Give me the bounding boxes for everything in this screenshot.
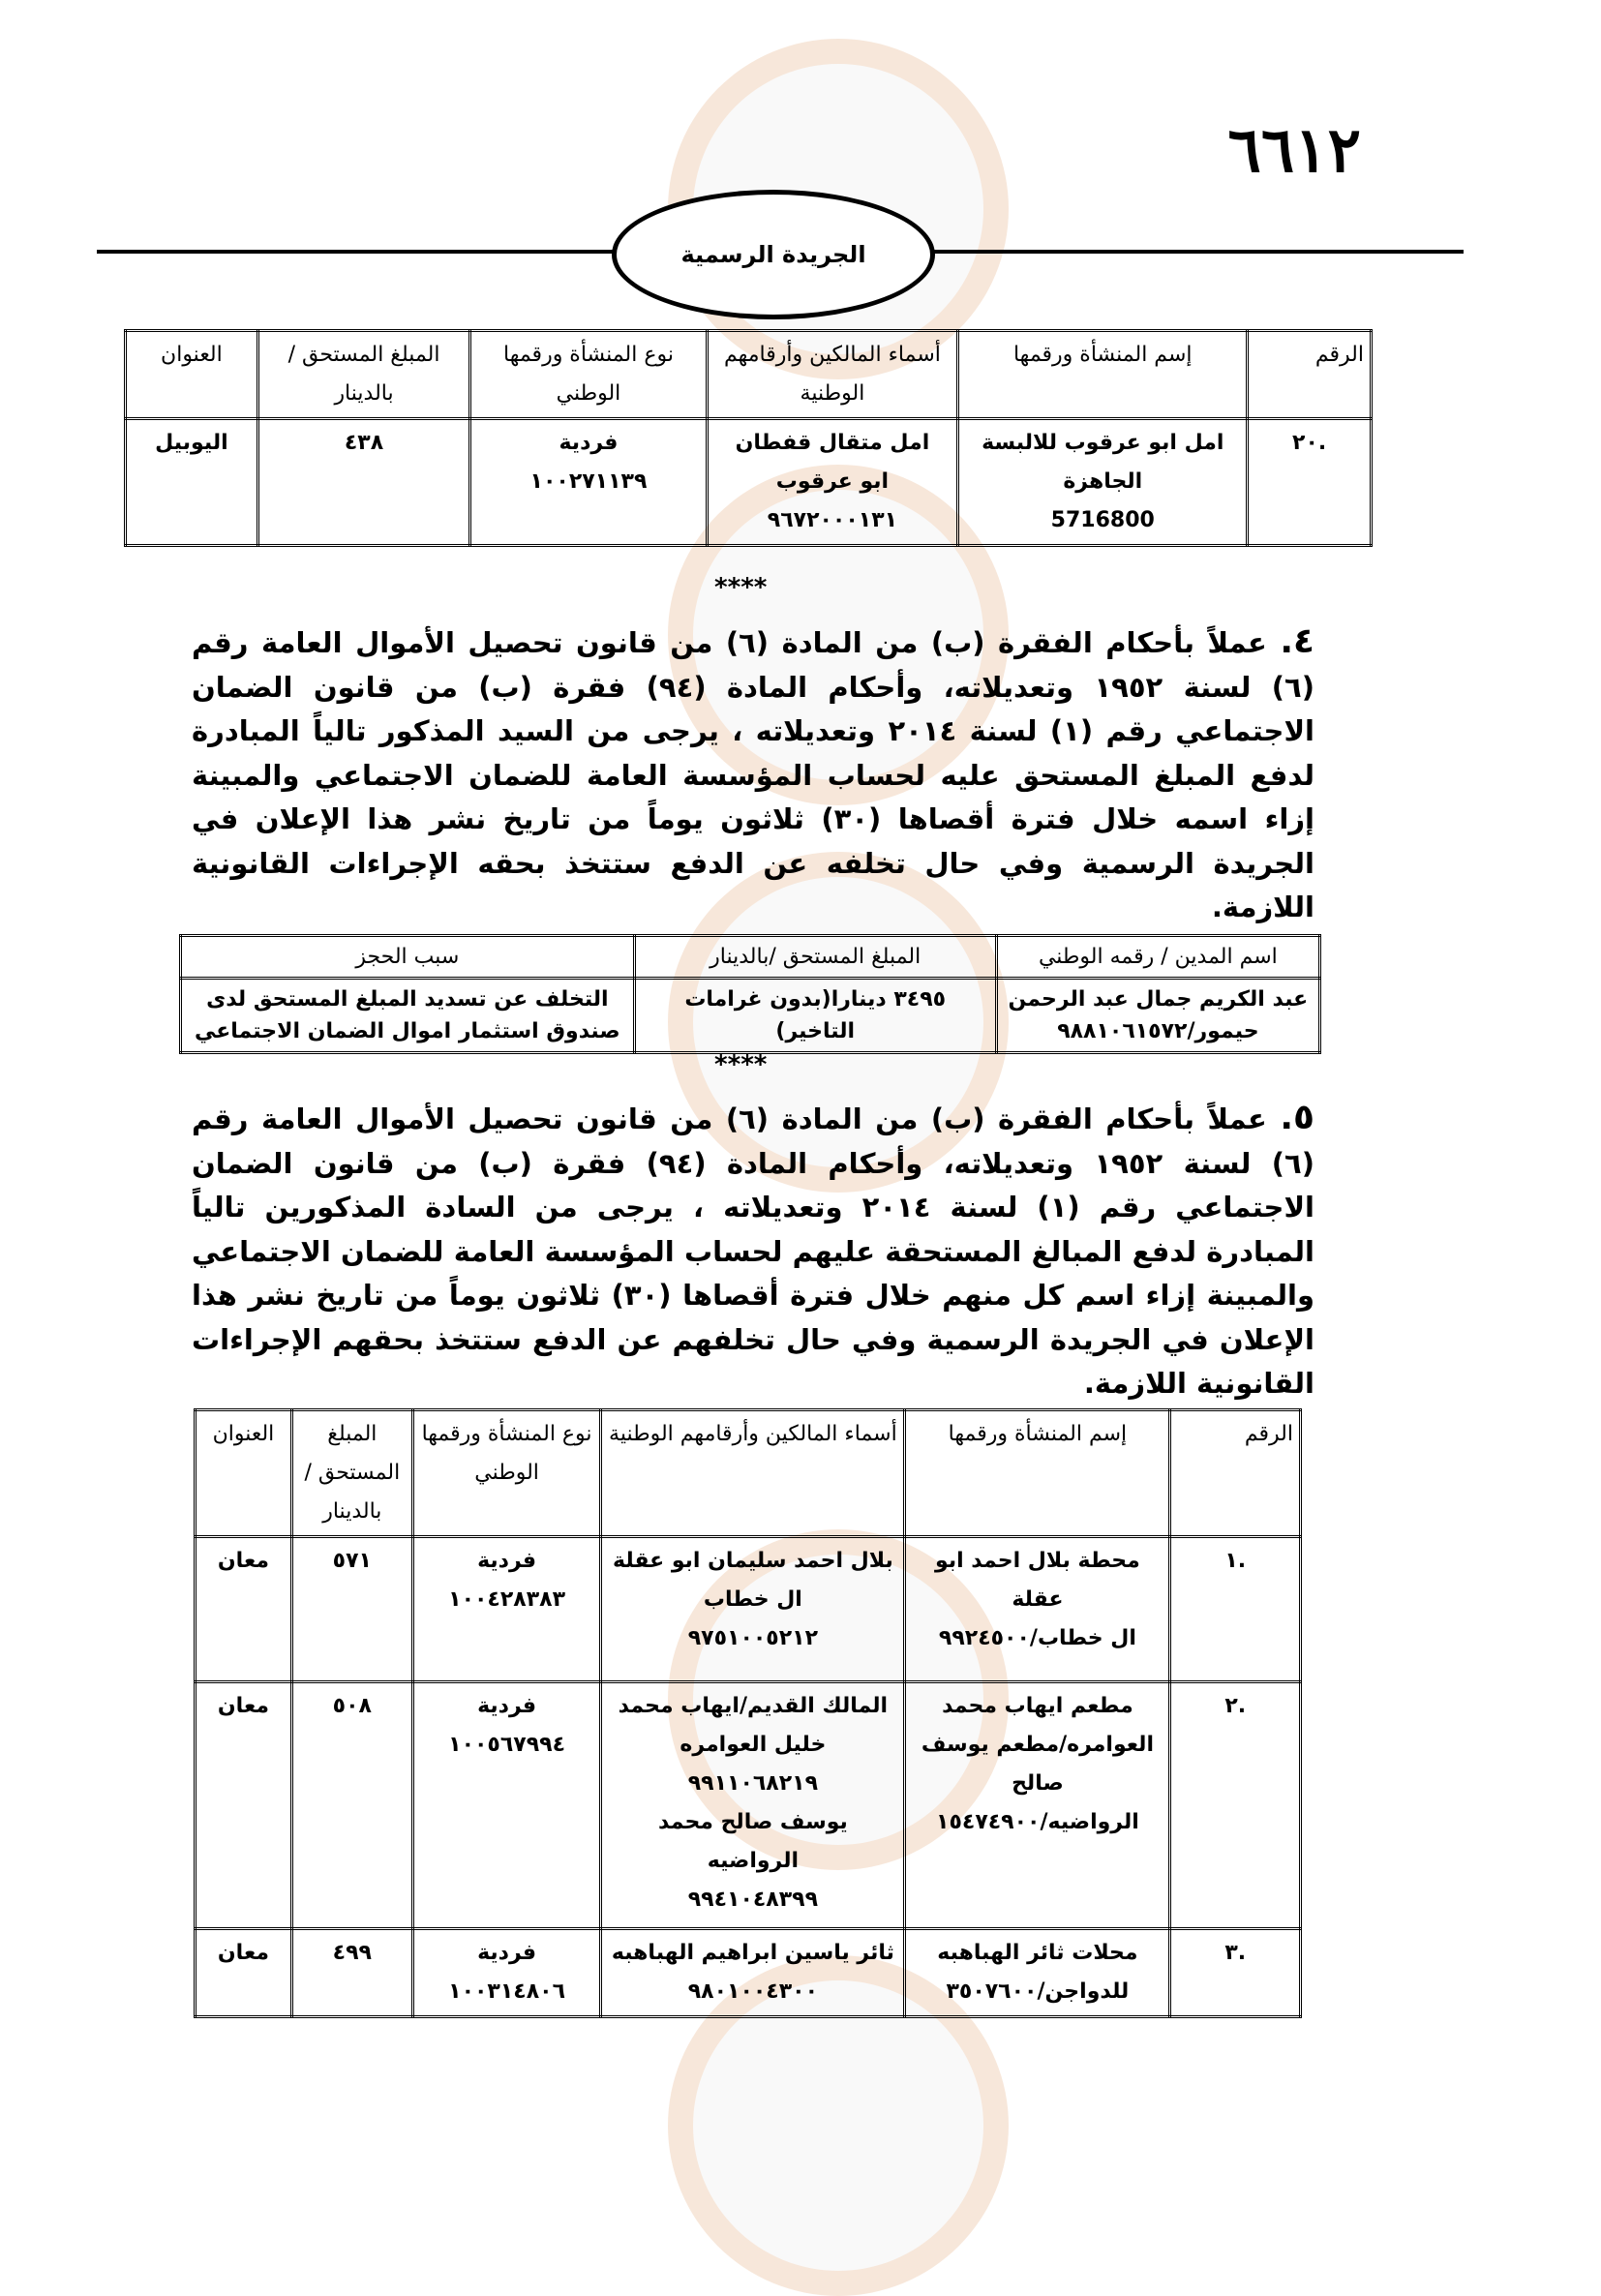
cell-number: .٢٠: [1248, 419, 1372, 546]
cell-reason: التخلف عن تسديد المبلغ المستحق لدى صندوق استثمار اموال الضمان الاجتماعي: [181, 979, 635, 1053]
header-title-oval: [612, 190, 935, 319]
cell-type: فردية ١٠٠٥٦٧٩٩٤: [412, 1682, 601, 1929]
table-header-row: [181, 936, 1320, 979]
section-text: عملاً بأحكام الفقرة (ب) من المادة (٦) من قانون تحصيل الأموال العامة رقم (٦) لسنة ١٩٥٢ وتعديلاته، وأحكام المادة (٩٤) فقرة (ب) من قانون الضمان الاجتماعي رقم (١) لسنة ٢٠١٤ وتعديلاته ، يرجى من السادة المذكورين تالياً المبادرة لدفع المبالغ المستحقة عليهم لحساب المؤسسة العامة للضمان الاجتماعي والمبينة إزاء اسم كل منهم خلال فترة أقصاها (٣٠) ثلاثون يوماً من تاريخ نشر هذا الإعلان في الجريدة الرسمية وفي حال تخلفهم عن الدفع ستتخذ بحقهم الإجراءات القانونية اللازمة.: [192, 1103, 1315, 1400]
cell-address: اليوبيل: [126, 419, 258, 546]
cell-facility: مطعم ايهاب محمد العوامره/مطعم يوسف صالح الرواضيه/١٥٤٧٤٩٠٠: [905, 1682, 1170, 1929]
table-row: [126, 419, 1372, 546]
table-header-row: [196, 1410, 1301, 1537]
cell-debtor: عبد الكريم جمال عبد الرحمن حيمور/٩٨٨١٠٦١٥٧٢: [996, 979, 1319, 1053]
section-number: ٤.: [1280, 621, 1314, 661]
cell-amount: ٥٠٨: [291, 1682, 412, 1929]
table-row: [196, 1537, 1301, 1682]
header-number: الرقم: [1170, 1410, 1301, 1537]
header-facility: إسم المنشأة ورقمها: [958, 331, 1248, 419]
page-number: ٦٦١٢: [1227, 114, 1361, 187]
cell-facility: امل ابو عرقوب للالبسة الجاهزة 5716800: [958, 419, 1248, 546]
table-row: [196, 1682, 1301, 1929]
table-row: [196, 1929, 1301, 2017]
header-facility: إسم المنشأة ورقمها: [905, 1410, 1170, 1537]
cell-amount: ٤٩٩: [291, 1929, 412, 2017]
cell-number: .١: [1170, 1537, 1301, 1682]
header-type: نوع المنشأة ورقمها الوطني: [470, 331, 707, 419]
header-owners: أسماء المالكين وأرقامهم الوطنية: [601, 1410, 905, 1537]
cell-address: معان: [196, 1682, 292, 1929]
section-number: ٥.: [1280, 1098, 1314, 1137]
header-debtor: اسم المدين / رقمه الوطني: [996, 936, 1319, 979]
cell-type: فردية ١٠٠٢٧١١٣٩: [470, 419, 707, 546]
facilities-table-2: [194, 1408, 1302, 2018]
header-amount: المبلغ المستحق /بالدينار: [634, 936, 996, 979]
header-type: نوع المنشأة ورقمها الوطني: [412, 1410, 601, 1537]
cell-type: فردية ١٠٠٣١٤٨٠٦: [412, 1929, 601, 2017]
cell-facility: محطة بلال احمد ابو عقلة ال خطاب/٩٩٢٤٥٠٠: [905, 1537, 1170, 1682]
cell-number: .٣: [1170, 1929, 1301, 2017]
gazette-title: الجريدة الرسمية: [680, 241, 866, 268]
debtor-table: [179, 934, 1321, 1054]
cell-amount: ٣٤٩٥ دينارا(بدون غرامات التاخير): [634, 979, 996, 1053]
cell-type: فردية ١٠٠٤٢٨٣٨٣: [412, 1537, 601, 1682]
cell-facility: محلات ثائر الهباهبه للدواجن/٣٥٠٧٦٠٠: [905, 1929, 1170, 2017]
header-number: الرقم: [1248, 331, 1372, 419]
separator-stars: ****: [714, 1050, 768, 1079]
section-5-paragraph: [192, 1096, 1314, 1406]
header-address: العنوان: [196, 1410, 292, 1537]
cell-address: معان: [196, 1537, 292, 1682]
cell-owners: ثائر ياسين ابراهيم الهباهبه ٩٨٠١٠٠٤٣٠٠: [601, 1929, 905, 2017]
cell-number: .٢: [1170, 1682, 1301, 1929]
header-owners: أسماء المالكين وأرقامهم الوطنية: [707, 331, 957, 419]
cell-owners: المالك القديم/ايهاب محمد خليل العوامره ٩٩١١٠٦٨٢١٩ يوسف صالح محمد الرواضيه ٩٩٤١٠٤٨٣٩٩: [601, 1682, 905, 1929]
facilities-table-1: [124, 329, 1373, 547]
cell-address: معان: [196, 1929, 292, 2017]
cell-amount: ٥٧١: [291, 1537, 412, 1682]
cell-owners: بلال احمد سليمان ابو عقلة ال خطاب ٩٧٥١٠٠٥٢١٢: [601, 1537, 905, 1682]
header-reason: سبب الحجز: [181, 936, 635, 979]
header-address: العنوان: [126, 331, 258, 419]
table-row: [181, 979, 1320, 1053]
section-4-paragraph: [192, 619, 1314, 930]
separator-stars: ****: [714, 573, 768, 602]
cell-owners: امل متقال قفطان ابو عرقوب ٩٦٧٢٠٠٠١٣١: [707, 419, 957, 546]
header-amount: المبلغ المستحق /بالدينار: [291, 1410, 412, 1537]
header-amount: المبلغ المستحق /بالدينار: [257, 331, 469, 419]
section-text: عملاً بأحكام الفقرة (ب) من المادة (٦) من قانون تحصيل الأموال العامة رقم (٦) لسنة ١٩٥٢ وتعديلاته، وأحكام المادة (٩٤) فقرة (ب) من قانون الضمان الاجتماعي رقم (١) لسنة ٢٠١٤ وتعديلاته ، يرجى من السيد المذكور تالياً المبادرة لدفع المبلغ المستحق عليه لحساب المؤسسة العامة للضمان الاجتماعي والمبينة إزاء اسمه خلال فترة أقصاها (٣٠) ثلاثون يوماً من تاريخ نشر هذا الإعلان في الجريدة الرسمية وفي حال تخلفه عن الدفع ستتخذ بحقه الإجراءات القانونية اللازمة.: [192, 626, 1314, 923]
cell-amount: ٤٣٨: [257, 419, 469, 546]
table-header-row: [126, 331, 1372, 419]
